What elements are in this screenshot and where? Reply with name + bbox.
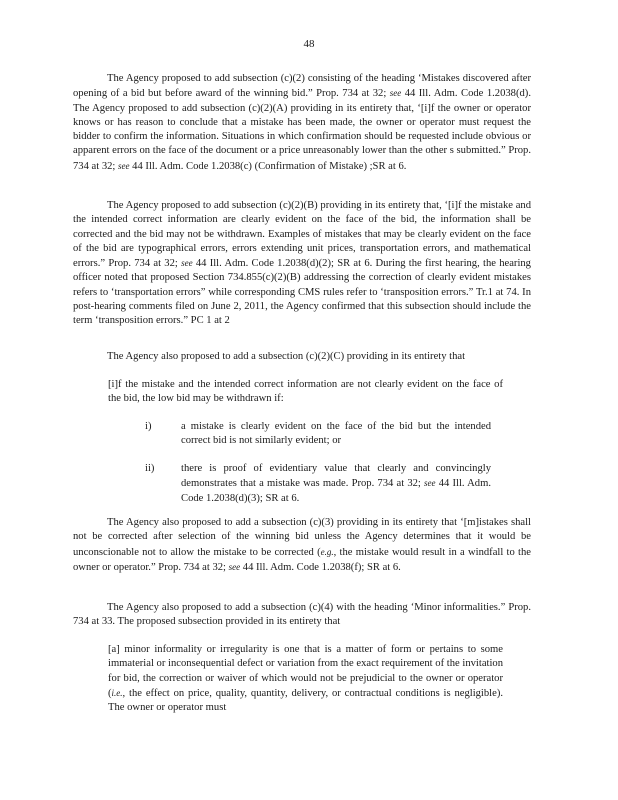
block-quote-withdrawal: [i]f the mistake and the intended correct information are not clearly evident on the face of the bid, the low bid may be withdrawn if: (108, 379, 503, 405)
paragraph-clearly-evident-mistakes (73, 199, 531, 329)
list-item-text: a mistake is clearly evident on the face of the bid but the intended correct bid is not similarly evident; or (181, 421, 491, 447)
p2-text-a: The Agency proposed to add subsection (c)(2)(B) providing in its entirety that, ‘[i]f the mistake and the intended correct information are clearly evident on the face of the bid, the information shall be corrected and the bid may not be withdrawn. Examples of mistakes that may be clearly evident on the face of the bid are typographical errors, errors extending unit prices, transportation errors, and mathematical errors.” Prop. 734 at 32; (73, 200, 531, 270)
p1-text-b: 44 Ill. Adm. Code 1.2038(d). The Agency proposed to add subsection (c)(2)(A) providing in its entirety that, ‘[i]f the owner or operator knows or has reason to conclude that a mistake has been made, the owner or operator must request the bidder to confirm the information. Situations in which confirmation should be requested include obvious or apparent errors on the face of the document or a price unreasonably lower than the other s submitted.” Prop. 734 at 32; (73, 88, 531, 172)
page-number: 48 (303, 38, 315, 50)
p4-eg: e.g. (320, 546, 334, 557)
paragraph-mistakes-discovered (73, 72, 531, 174)
paragraph-subsection-c2c (73, 350, 531, 364)
p2-see: see (181, 258, 193, 269)
p2-text-b: 44 Ill. Adm. Code 1.2038(d)(2); SR at 6. During the first hearing, the hearing officer noted that proposed Section 734.855(c)(2)(B) addressing the correction of clearly evident mistakes refers to ‘transportation errors” while corresponding CMS rules refer to ‘transposition errors.” Tr.1 at 74. In post-hearing comments filed on June 2, 2011, the Agency confirmed that this subsection should include the term ‘transposition errors.” PC 1 at 2 (73, 258, 531, 327)
p1-text-c: 44 Ill. Adm. Code 1.2038(c) (Confirmation of Mistake) ;SR at 6. (129, 160, 407, 172)
p1-see-2: see (118, 160, 130, 171)
q2-text-b: , the effect on price, quality, quantity, delivery, or contractual conditions is negligible). The owner or operator must (108, 687, 503, 714)
list-see: see (424, 478, 436, 489)
q2-ie: i.e. (111, 687, 123, 698)
p4-text-b: , the mistake would result in a windfall to the owner or operator.” Prop. 734 at 32; (73, 546, 531, 573)
paragraph-subsection-c4 (73, 601, 531, 630)
list-item-text: there is proof of evidentiary value that clearly and convincingly demonstrates that a mistake was made. Prop. 734 at 32; see 44 Ill. Adm. Code 1.2038(d)(3); SR at 6. (181, 463, 491, 504)
p3-text: The Agency also proposed to add a subsection (c)(2)(C) providing in its entirety that (107, 351, 466, 362)
list-item-number: i) (145, 421, 152, 432)
q2-text-a: [a] minor informality or irregularity is one that is a matter of form or pertains to some immaterial or inconsequential defect or variation from the exact requirement of the invitation for bid, the correction or waiver of which would not be prejudicial to the owner or operator ( (108, 644, 503, 699)
p4-see: see (228, 561, 241, 572)
p1-see: see (389, 88, 402, 99)
p4-text-c: 44 Ill. Adm. Code 1.2038(f); SR at 6. (240, 561, 401, 573)
p1-text-a: The Agency proposed to add subsection (c)(2) consisting of the heading ‘Mistakes discovered after opening of a bid but before award of the winning bid.” Prop. 734 at 32; (73, 73, 531, 100)
p4-text-a: The Agency also proposed to add a subsection (c)(3) providing in its entirety that ‘[m]istakes shall not be corrected after selection of the winning bid unless the Agency determines that it would be unconscionable not to allow the mistake to be corrected ( (73, 517, 531, 558)
paragraph-subsection-c3 (73, 516, 531, 575)
p5-text: The Agency also proposed to add a subsection (c)(4) with the heading ‘Minor informalities.” Prop. 734 at 33. The proposed subsection provided in its entirety that (73, 602, 531, 628)
block-quote-minor-informality (108, 643, 503, 715)
list-item-number: ii) (145, 463, 155, 474)
